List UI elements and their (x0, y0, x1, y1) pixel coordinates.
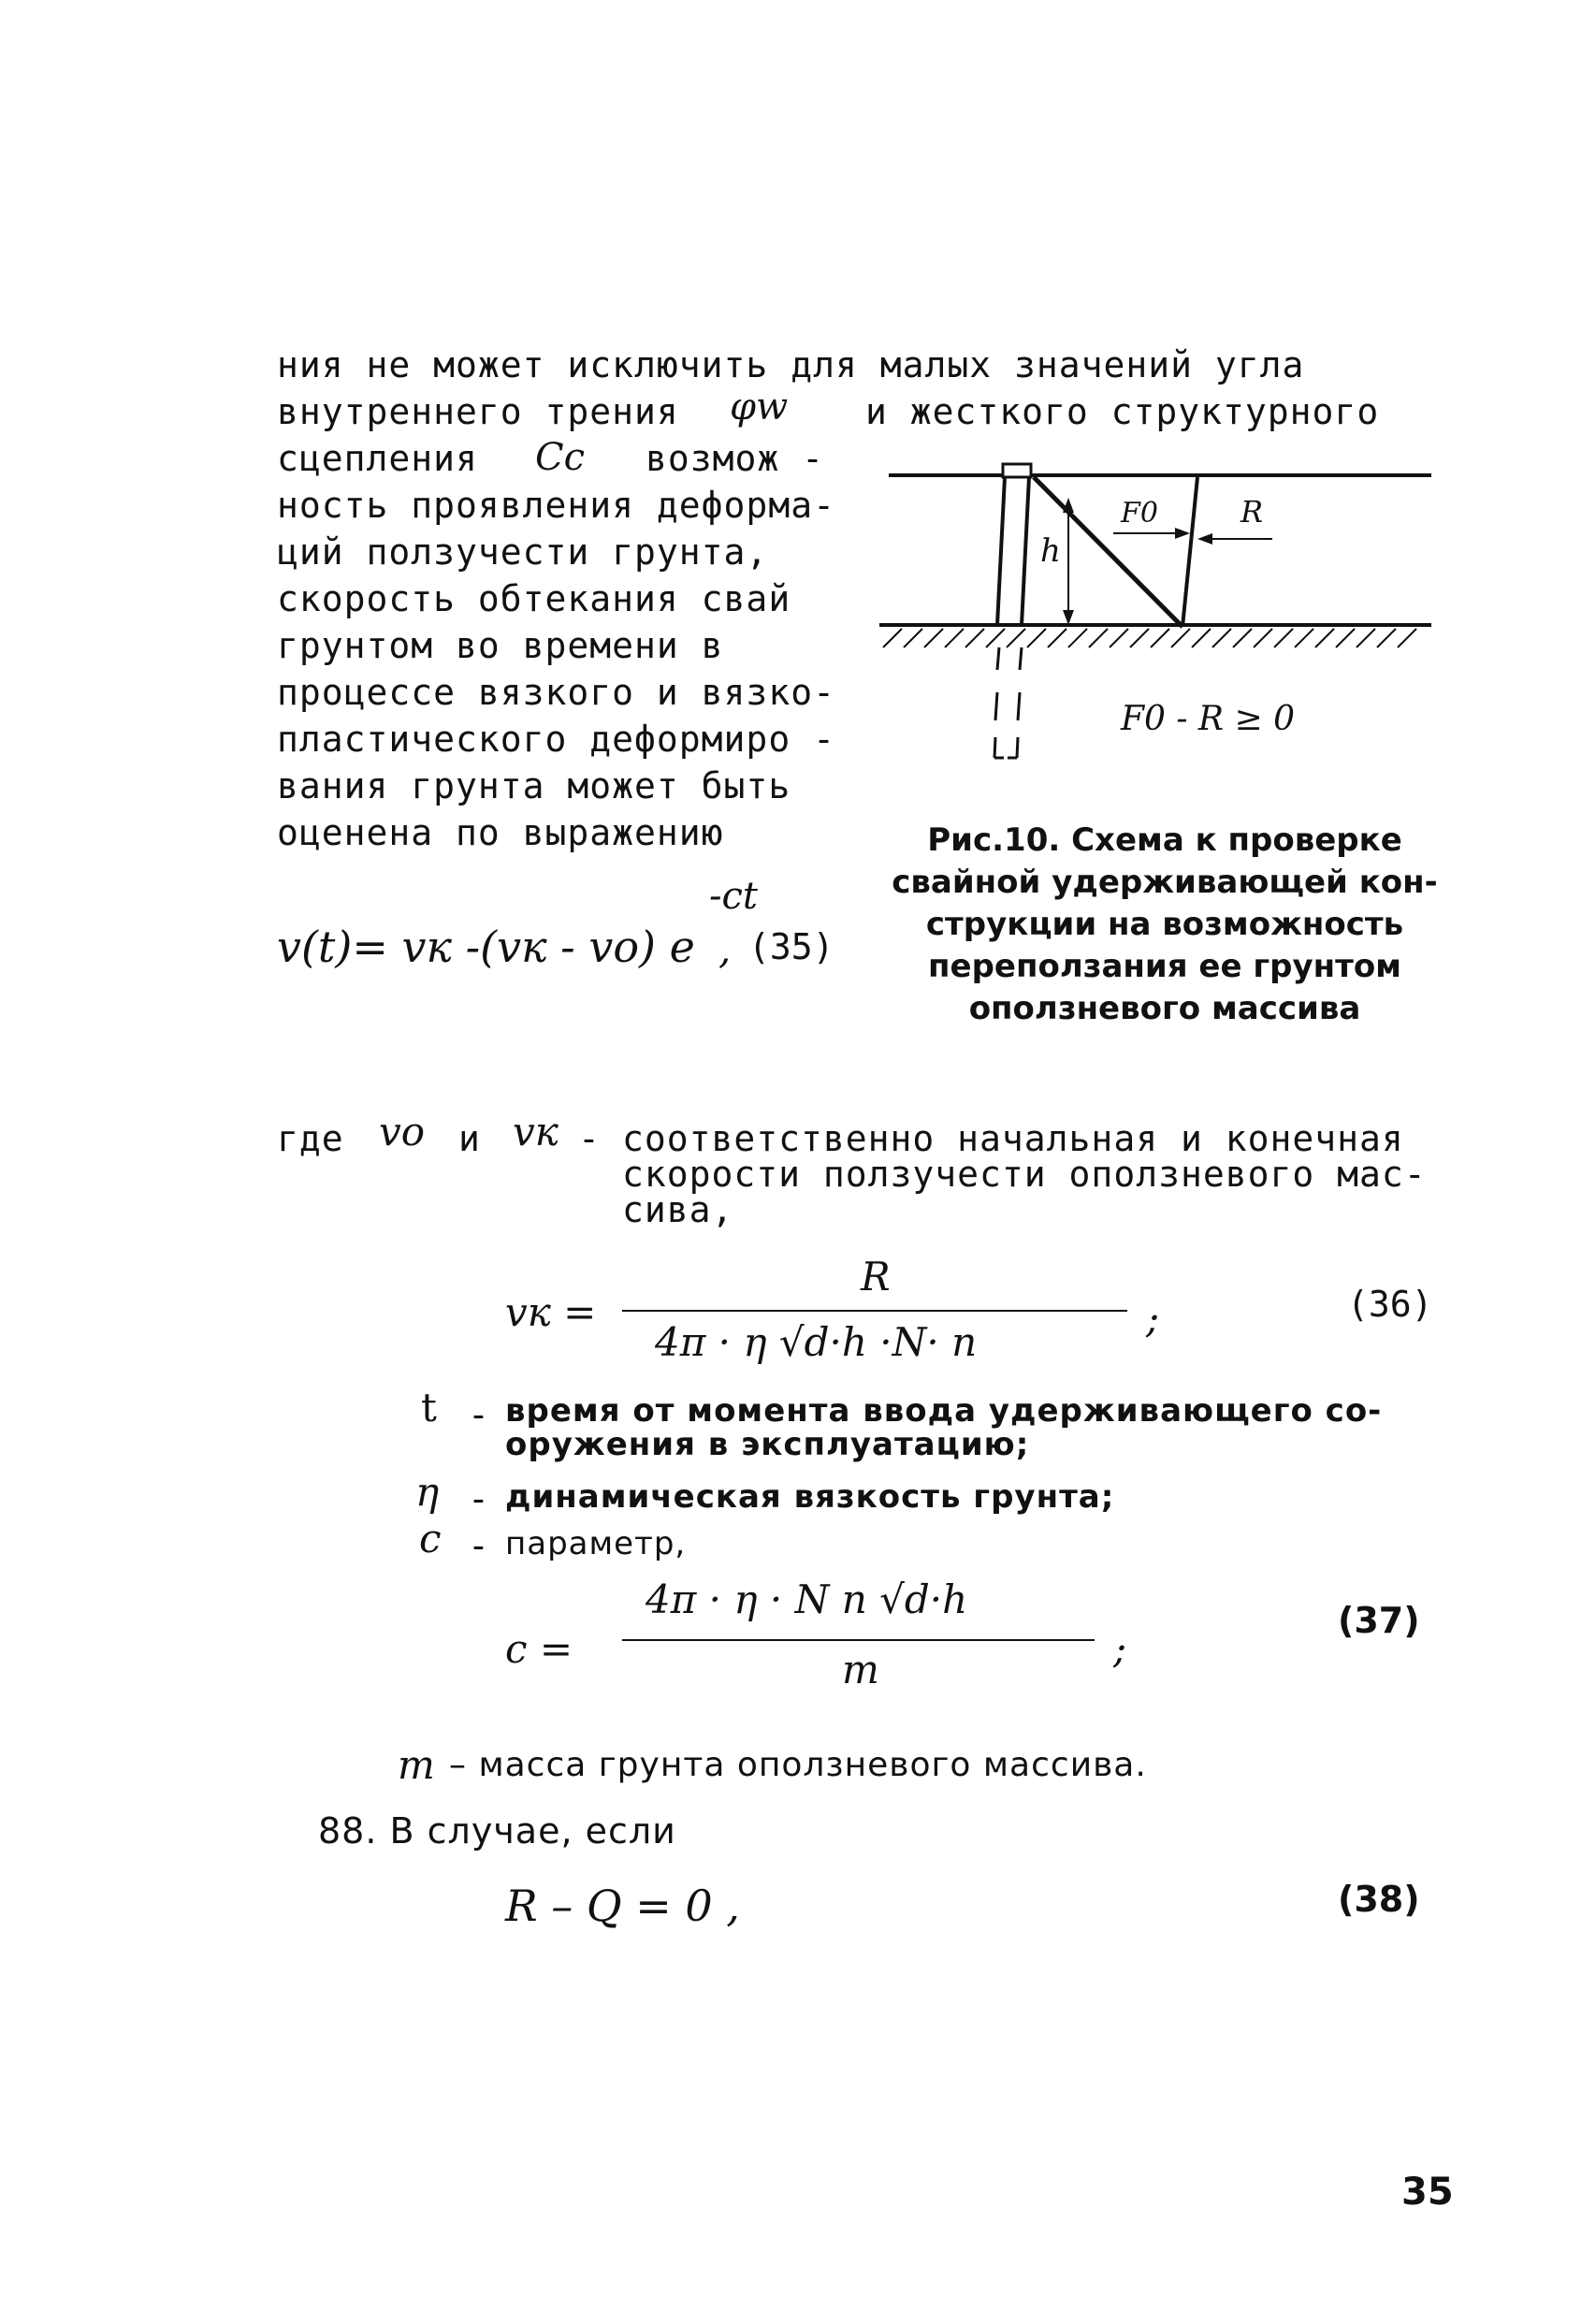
pile-cap (1003, 464, 1031, 477)
label-condition: F0 - R ≥ 0 (1121, 700, 1295, 738)
def-t-text: время от момента ввода удерживающего со- (505, 1392, 1383, 1430)
eq37-semicolon: ; (1113, 1626, 1127, 1672)
where-dash: - (578, 1118, 601, 1159)
symbol-c-c: Cc (535, 436, 586, 479)
def-c-text: параметр, (505, 1525, 687, 1562)
def-t-dash: - (468, 1394, 490, 1435)
paragraph-line-2: внутреннего трения (277, 391, 679, 432)
label-r: R (1241, 494, 1264, 530)
eq36-lhs: vк = (505, 1289, 597, 1335)
eq36-number: (36) (1347, 1284, 1433, 1325)
def-eta-symbol: η (415, 1469, 440, 1515)
paragraph-line-4: ность проявления деформа- (277, 485, 835, 526)
where-def-line-1: соответственно начальная и конечная (622, 1118, 1404, 1159)
m-def-symbol: m (398, 1742, 435, 1788)
eq35-comma: , (718, 926, 732, 972)
paragraph-line-10: вания грунта может быть (277, 765, 791, 806)
where-v0: vo (379, 1109, 426, 1155)
figure-10-diagram (870, 449, 1450, 805)
eq37-number: (37) (1338, 1600, 1420, 1641)
label-f0: F0 (1121, 497, 1158, 530)
eq38-number: (38) (1338, 1879, 1420, 1920)
where-label: где (277, 1118, 344, 1159)
paragraph-line-3b: возмож - (646, 438, 825, 479)
item-88: 88. В случае, если (318, 1810, 676, 1852)
def-c-dash: - (468, 1525, 490, 1566)
m-def-text: – масса грунта оползневого массива. (449, 1746, 1147, 1784)
eq35-expression: v(t)= vк -(vк - vo) e (277, 922, 695, 972)
where-and: и (458, 1118, 481, 1159)
r-arrowhead (1197, 533, 1212, 545)
eq36-denominator: 4π · η √d·h ·N· n (655, 1319, 978, 1365)
def-eta-text: динамическая вязкость грунта; (505, 1478, 1115, 1516)
paragraph-line-3: сцепления (277, 438, 478, 479)
paragraph-line-1: ния не может исключить для малых значений угла (277, 344, 1305, 385)
label-h: h (1040, 532, 1061, 570)
paragraph-line-5: ций ползучести грунта, (277, 531, 769, 573)
paragraph-line-7: грунтом во времени в (277, 625, 724, 666)
pile-left-edge (997, 477, 1005, 625)
where-def-line-3: сива, (622, 1189, 734, 1230)
eq37-numerator: 4π · η · N n √d·h (646, 1576, 968, 1622)
eq35-exponent: -ct (709, 875, 758, 918)
figure-caption-line-4: переползания ее грунтом (928, 948, 1401, 985)
where-def-line-2: скорости ползучести оползневого мас- (622, 1154, 1427, 1195)
paragraph-line-9: пластического деформиро - (277, 719, 835, 760)
h-arrow-down (1063, 610, 1074, 625)
page-number: 35 (1401, 2171, 1454, 2214)
def-c-symbol: c (419, 1516, 442, 1561)
figure-caption-line-5: оползневого массива (968, 990, 1361, 1027)
def-eta-dash: - (468, 1478, 490, 1519)
pile-below-ground (994, 647, 1022, 758)
pile-right-edge (1022, 477, 1029, 625)
figure-caption-line-3: струкции на возможность (925, 906, 1404, 943)
paragraph-line-8: процессе вязкого и вязко- (277, 672, 835, 713)
eq36-semicolon: ; (1146, 1296, 1160, 1342)
eq38-expression: R – Q = 0 , (505, 1881, 740, 1931)
def-t-text-cont: оружения в эксплуатацию; (505, 1426, 1030, 1463)
eq37-fraction-bar (622, 1639, 1095, 1641)
ground-hatching (883, 629, 1416, 647)
eq36-numerator: R (861, 1254, 891, 1300)
slide-right-edge (1182, 477, 1197, 627)
figure-caption-line-2: свайной удерживающей кон- (892, 864, 1438, 901)
eq37-denominator: m (842, 1647, 879, 1692)
def-t-symbol: t (421, 1385, 437, 1431)
symbol-phi-w: φw (730, 385, 789, 428)
eq37-lhs: c = (505, 1626, 573, 1672)
paragraph-line-2b: и жесткого структурного (865, 391, 1380, 432)
eq36-fraction-bar (622, 1310, 1127, 1312)
paragraph-line-11: оценена по выражению (277, 812, 724, 853)
f0-arrowhead (1175, 528, 1190, 539)
paragraph-line-6: скорость обтекания свай (277, 578, 791, 619)
figure-caption-line-1: Рис.10. Схема к проверке (927, 821, 1402, 859)
eq35-number: (35) (748, 926, 834, 967)
where-vk: vк (513, 1109, 559, 1155)
